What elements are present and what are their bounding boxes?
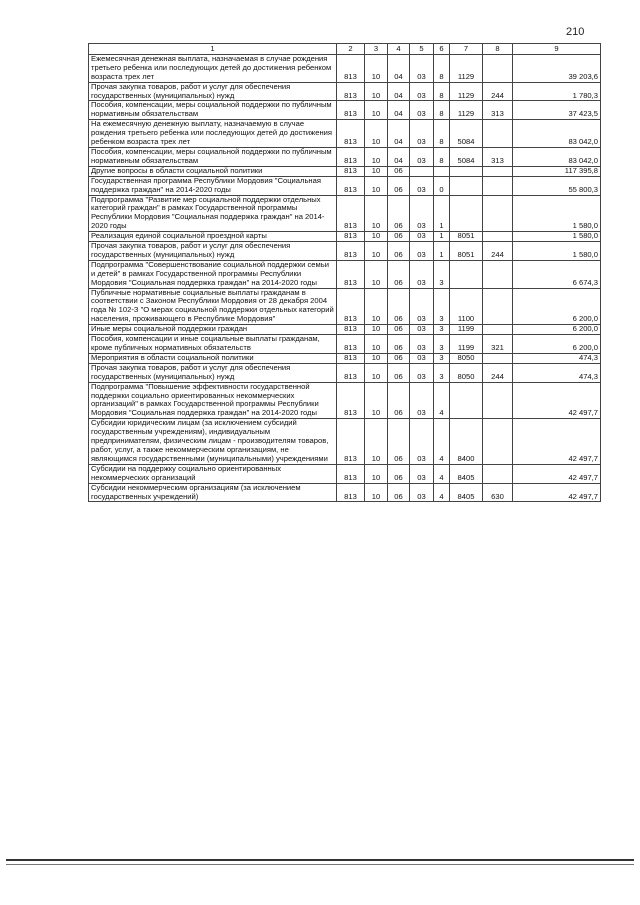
code-target: 8050 — [450, 353, 483, 363]
row-name: Мероприятия в области социальной политики — [89, 353, 337, 363]
row-amount: 1 780,3 — [513, 82, 601, 101]
code-program: 03 — [410, 353, 434, 363]
code-subprogram: 8 — [434, 120, 450, 148]
row-name: Подпрограмма "Совершенствование социальной поддержки семьи и детей" в рамках Государственной программы Республики Мордовия "Социальная поддержка граждан" на 2014-2020 годы — [89, 260, 337, 288]
code-expense-type: 313 — [483, 147, 513, 166]
code-department: 813 — [337, 176, 365, 195]
code-target: 1129 — [450, 82, 483, 101]
code-subsection: 06 — [388, 483, 410, 502]
code-section: 10 — [365, 353, 388, 363]
code-department: 813 — [337, 120, 365, 148]
code-section: 10 — [365, 288, 388, 325]
code-subsection: 04 — [388, 147, 410, 166]
code-target: 8400 — [450, 419, 483, 465]
code-department: 813 — [337, 353, 365, 363]
code-program: 03 — [410, 101, 434, 120]
table-row — [89, 54, 601, 82]
code-program: 03 — [410, 325, 434, 335]
code-section: 10 — [365, 325, 388, 335]
code-department: 813 — [337, 232, 365, 242]
code-target: 8405 — [450, 483, 483, 502]
code-department: 813 — [337, 166, 365, 176]
code-subsection: 06 — [388, 335, 410, 354]
code-program: 03 — [410, 464, 434, 483]
code-program — [410, 166, 434, 176]
code-expense-type — [483, 232, 513, 242]
row-name: Пособия, компенсации, меры социальной поддержки по публичным нормативным обязательствам — [89, 147, 337, 166]
code-expense-type — [483, 419, 513, 465]
row-name: Ежемесячная денежная выплата, назначаемая в случае рождения третьего ребенка или последующих детей до достижения ребенком возраста трех лет — [89, 54, 337, 82]
table-row — [89, 166, 601, 176]
table-row — [89, 483, 601, 502]
code-section: 10 — [365, 464, 388, 483]
row-name: Реализация единой социальной проездной карты — [89, 232, 337, 242]
code-subsection: 06 — [388, 195, 410, 232]
code-section: 10 — [365, 101, 388, 120]
code-target: 8050 — [450, 363, 483, 382]
row-amount: 39 203,6 — [513, 54, 601, 82]
row-amount: 6 200,0 — [513, 288, 601, 325]
row-name: Пособия, компенсации, меры социальной поддержки по публичным нормативным обязательствам — [89, 101, 337, 120]
code-target: 1199 — [450, 335, 483, 354]
code-program: 03 — [410, 260, 434, 288]
code-target: 1100 — [450, 288, 483, 325]
code-program: 03 — [410, 54, 434, 82]
code-department: 813 — [337, 464, 365, 483]
row-amount: 1 580,0 — [513, 242, 601, 261]
row-name: Субсидии юридическим лицам (за исключением субсидий государственным учреждениям), индивидуальным предпринимателям, физическим лицам - производителям товаров, работ, услуг, а также некоммерческим организациям, не являющимся государственными (муниципальными) учреждениями — [89, 419, 337, 465]
row-amount: 37 423,5 — [513, 101, 601, 120]
column-header: 2 — [337, 44, 365, 55]
row-amount: 474,3 — [513, 363, 601, 382]
code-program: 03 — [410, 195, 434, 232]
row-amount: 6 200,0 — [513, 335, 601, 354]
code-subprogram — [434, 166, 450, 176]
table-row — [89, 288, 601, 325]
code-subsection: 06 — [388, 288, 410, 325]
row-amount: 83 042,0 — [513, 147, 601, 166]
code-subprogram: 4 — [434, 419, 450, 465]
code-target — [450, 195, 483, 232]
table-row — [89, 325, 601, 335]
table-row — [89, 419, 601, 465]
code-subprogram: 8 — [434, 101, 450, 120]
code-section: 10 — [365, 232, 388, 242]
code-section: 10 — [365, 363, 388, 382]
code-subprogram: 4 — [434, 483, 450, 502]
code-department: 813 — [337, 483, 365, 502]
code-subsection: 06 — [388, 353, 410, 363]
code-target: 8051 — [450, 242, 483, 261]
column-header: 3 — [365, 44, 388, 55]
code-department: 813 — [337, 147, 365, 166]
code-subsection: 06 — [388, 419, 410, 465]
code-program: 03 — [410, 82, 434, 101]
row-name: Подпрограмма "Повышение эффективности государственной поддержки социально ориентированных некоммерческих организаций" в рамках Государственной программы Республики Мордовия "Социальная поддержка граждан" на 2014-2020 годы — [89, 382, 337, 419]
code-program: 03 — [410, 120, 434, 148]
column-header: 4 — [388, 44, 410, 55]
row-name: Другие вопросы в области социальной политики — [89, 166, 337, 176]
row-amount: 117 395,8 — [513, 166, 601, 176]
budget-table — [88, 43, 601, 502]
code-target: 1199 — [450, 325, 483, 335]
row-name: Государственная программа Республики Мордовия "Социальная поддержка граждан" на 2014-2020 годы — [89, 176, 337, 195]
code-expense-type — [483, 382, 513, 419]
code-expense-type — [483, 176, 513, 195]
table-row — [89, 242, 601, 261]
table-row — [89, 260, 601, 288]
code-subsection: 06 — [388, 325, 410, 335]
code-expense-type: 244 — [483, 363, 513, 382]
code-subprogram: 1 — [434, 195, 450, 232]
row-amount: 42 497,7 — [513, 419, 601, 465]
code-target — [450, 176, 483, 195]
table-row — [89, 120, 601, 148]
code-section: 10 — [365, 54, 388, 82]
code-section: 10 — [365, 335, 388, 354]
code-program: 03 — [410, 363, 434, 382]
table-body — [89, 54, 601, 502]
row-name: Пособия, компенсации и иные социальные выплаты гражданам, кроме публичных нормативных обязательств — [89, 335, 337, 354]
table-header-row — [89, 44, 601, 55]
code-department: 813 — [337, 101, 365, 120]
code-subprogram: 1 — [434, 232, 450, 242]
code-expense-type — [483, 166, 513, 176]
code-expense-type: 244 — [483, 82, 513, 101]
code-expense-type — [483, 325, 513, 335]
column-header: 6 — [434, 44, 450, 55]
row-amount: 6 200,0 — [513, 325, 601, 335]
code-section: 10 — [365, 483, 388, 502]
code-section: 10 — [365, 166, 388, 176]
code-section: 10 — [365, 195, 388, 232]
code-subsection: 04 — [388, 120, 410, 148]
row-name: Прочая закупка товаров, работ и услуг для обеспечения государственных (муниципальных) нужд — [89, 242, 337, 261]
code-subprogram: 1 — [434, 242, 450, 261]
code-department: 813 — [337, 363, 365, 382]
row-name: Подпрограмма "Развитие мер социальной поддержки отдельных категорий граждан" в рамках Государственной программы Республики Мордовия "Социальная поддержка граждан" на 2014-2020 годы — [89, 195, 337, 232]
code-department: 813 — [337, 260, 365, 288]
code-subsection: 06 — [388, 260, 410, 288]
code-subsection: 06 — [388, 242, 410, 261]
row-name: Иные меры социальной поддержки граждан — [89, 325, 337, 335]
table-row — [89, 82, 601, 101]
code-expense-type: 313 — [483, 101, 513, 120]
table-row — [89, 147, 601, 166]
row-amount: 1 580,0 — [513, 195, 601, 232]
code-subprogram: 4 — [434, 464, 450, 483]
code-target: 5084 — [450, 120, 483, 148]
table-row — [89, 353, 601, 363]
code-department: 813 — [337, 382, 365, 419]
code-department: 813 — [337, 325, 365, 335]
code-expense-type — [483, 288, 513, 325]
code-target: 1129 — [450, 101, 483, 120]
code-expense-type — [483, 353, 513, 363]
code-expense-type: 244 — [483, 242, 513, 261]
code-section: 10 — [365, 176, 388, 195]
code-target: 5084 — [450, 147, 483, 166]
code-subsection: 06 — [388, 232, 410, 242]
code-program: 03 — [410, 176, 434, 195]
code-department: 813 — [337, 195, 365, 232]
row-name: Прочая закупка товаров, работ и услуг для обеспечения государственных (муниципальных) нужд — [89, 363, 337, 382]
code-subsection: 04 — [388, 101, 410, 120]
code-subsection: 06 — [388, 166, 410, 176]
code-program: 03 — [410, 232, 434, 242]
code-section: 10 — [365, 120, 388, 148]
footer-rule-thin — [6, 864, 634, 865]
code-department: 813 — [337, 242, 365, 261]
code-department: 813 — [337, 288, 365, 325]
row-name: Субсидии на поддержку социально ориентированных некоммерческих организаций — [89, 464, 337, 483]
code-program: 03 — [410, 147, 434, 166]
code-target: 8051 — [450, 232, 483, 242]
code-program: 03 — [410, 419, 434, 465]
code-section: 10 — [365, 242, 388, 261]
code-subprogram: 8 — [434, 54, 450, 82]
code-target — [450, 166, 483, 176]
table-row — [89, 195, 601, 232]
row-name: На ежемесячную денежную выплату, назначаемую в случае рождения третьего ребенка или последующих детей до достижения ребенком возраста трех лет — [89, 120, 337, 148]
code-subprogram: 4 — [434, 382, 450, 419]
code-target — [450, 260, 483, 288]
column-header: 8 — [483, 44, 513, 55]
column-header: 5 — [410, 44, 434, 55]
code-department: 813 — [337, 54, 365, 82]
row-amount: 42 497,7 — [513, 382, 601, 419]
code-expense-type: 630 — [483, 483, 513, 502]
code-subprogram: 0 — [434, 176, 450, 195]
code-program: 03 — [410, 335, 434, 354]
code-subprogram: 8 — [434, 82, 450, 101]
code-expense-type — [483, 195, 513, 232]
code-subprogram: 3 — [434, 288, 450, 325]
code-section: 10 — [365, 382, 388, 419]
table-row — [89, 382, 601, 419]
code-subprogram: 3 — [434, 353, 450, 363]
code-subsection: 06 — [388, 464, 410, 483]
table-row — [89, 363, 601, 382]
row-amount: 42 497,7 — [513, 483, 601, 502]
code-subsection: 06 — [388, 382, 410, 419]
code-expense-type — [483, 260, 513, 288]
column-header: 9 — [513, 44, 601, 55]
code-section: 10 — [365, 147, 388, 166]
code-section: 10 — [365, 419, 388, 465]
code-subsection: 04 — [388, 54, 410, 82]
footer-rule — [6, 859, 634, 861]
code-program: 03 — [410, 382, 434, 419]
table-row — [89, 232, 601, 242]
row-amount: 1 580,0 — [513, 232, 601, 242]
column-header: 1 — [89, 44, 337, 55]
code-subsection: 06 — [388, 363, 410, 382]
code-section: 10 — [365, 82, 388, 101]
code-department: 813 — [337, 419, 365, 465]
code-program: 03 — [410, 483, 434, 502]
row-amount: 83 042,0 — [513, 120, 601, 148]
code-program: 03 — [410, 242, 434, 261]
table-row — [89, 101, 601, 120]
row-amount: 6 674,3 — [513, 260, 601, 288]
code-target: 1129 — [450, 54, 483, 82]
table-row — [89, 464, 601, 483]
code-expense-type — [483, 54, 513, 82]
table-row — [89, 335, 601, 354]
row-name: Прочая закупка товаров, работ и услуг для обеспечения государственных (муниципальных) нужд — [89, 82, 337, 101]
code-subprogram: 3 — [434, 325, 450, 335]
code-subprogram: 3 — [434, 260, 450, 288]
column-header: 7 — [450, 44, 483, 55]
code-expense-type: 321 — [483, 335, 513, 354]
code-subprogram: 3 — [434, 363, 450, 382]
code-department: 813 — [337, 82, 365, 101]
table-row — [89, 176, 601, 195]
code-section: 10 — [365, 260, 388, 288]
code-subprogram: 3 — [434, 335, 450, 354]
row-amount: 55 800,3 — [513, 176, 601, 195]
row-amount: 42 497,7 — [513, 464, 601, 483]
code-target — [450, 382, 483, 419]
row-amount: 474,3 — [513, 353, 601, 363]
row-name: Публичные нормативные социальные выплаты гражданам в соответствии с Законом Республики Мордовия от 28 декабря 2004 года № 102-З "О мерах социальной поддержки отдельных категорий населения, проживающего в Республике Мордовия" — [89, 288, 337, 325]
code-program: 03 — [410, 288, 434, 325]
code-department: 813 — [337, 335, 365, 354]
row-name: Субсидии некоммерческим организациям (за исключением государственных учреждений) — [89, 483, 337, 502]
code-expense-type — [483, 120, 513, 148]
code-expense-type — [483, 464, 513, 483]
code-subsection: 06 — [388, 176, 410, 195]
code-subsection: 04 — [388, 82, 410, 101]
page-number: 210 — [566, 26, 585, 38]
code-target: 8405 — [450, 464, 483, 483]
code-subprogram: 8 — [434, 147, 450, 166]
